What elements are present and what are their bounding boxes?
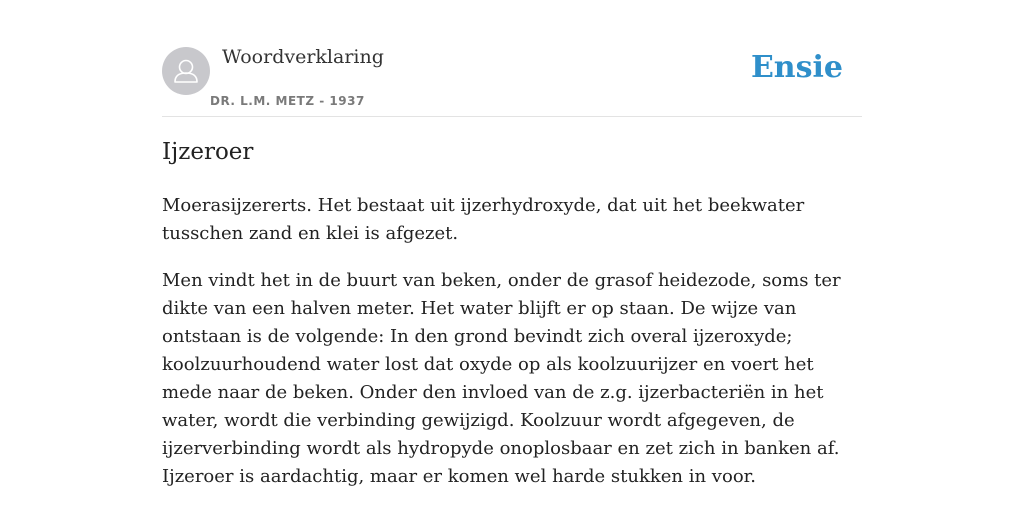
entry-title: Ijzeroer (162, 139, 254, 165)
entry-header (162, 46, 862, 117)
site-logo[interactable]: Ensie (750, 50, 843, 85)
body-paragraph: Moerasijzererts. Het bestaat uit ijzerhydroxyde, dat uit het beekwater tusschen zand en klei is afgezet. (162, 195, 805, 244)
body-paragraph: Men vindt het in de buurt van beken, onder de grasof heidezode, soms ter dikte van een halven meter. Het water blijft er op staan. De wijze van ontstaan is de volgende: In den grond bevindt zich overal ijzeroxyde; koolzuurhoudend water lost dat oxyde op als koolzuurijzer en voert het mede naar de beken. Onder den invloed van de z.g. ijzerbacteriën in het water, wordt die verbinding gewijzigd. Koolzuur wordt afgegeven, de ijzerverbinding wordt als hydropyde onoplosbaar en zet zich in banken af. Ijzeroer is aardachtig, maar er komen wel harde stukken in voor. (162, 270, 841, 487)
category-label[interactable]: Woordverklaring (222, 46, 384, 68)
entry-body (162, 192, 862, 510)
author-avatar[interactable] (162, 47, 210, 95)
user-icon (162, 47, 210, 95)
source-label[interactable]: DR. L.M. METZ - 1937 (210, 94, 365, 108)
